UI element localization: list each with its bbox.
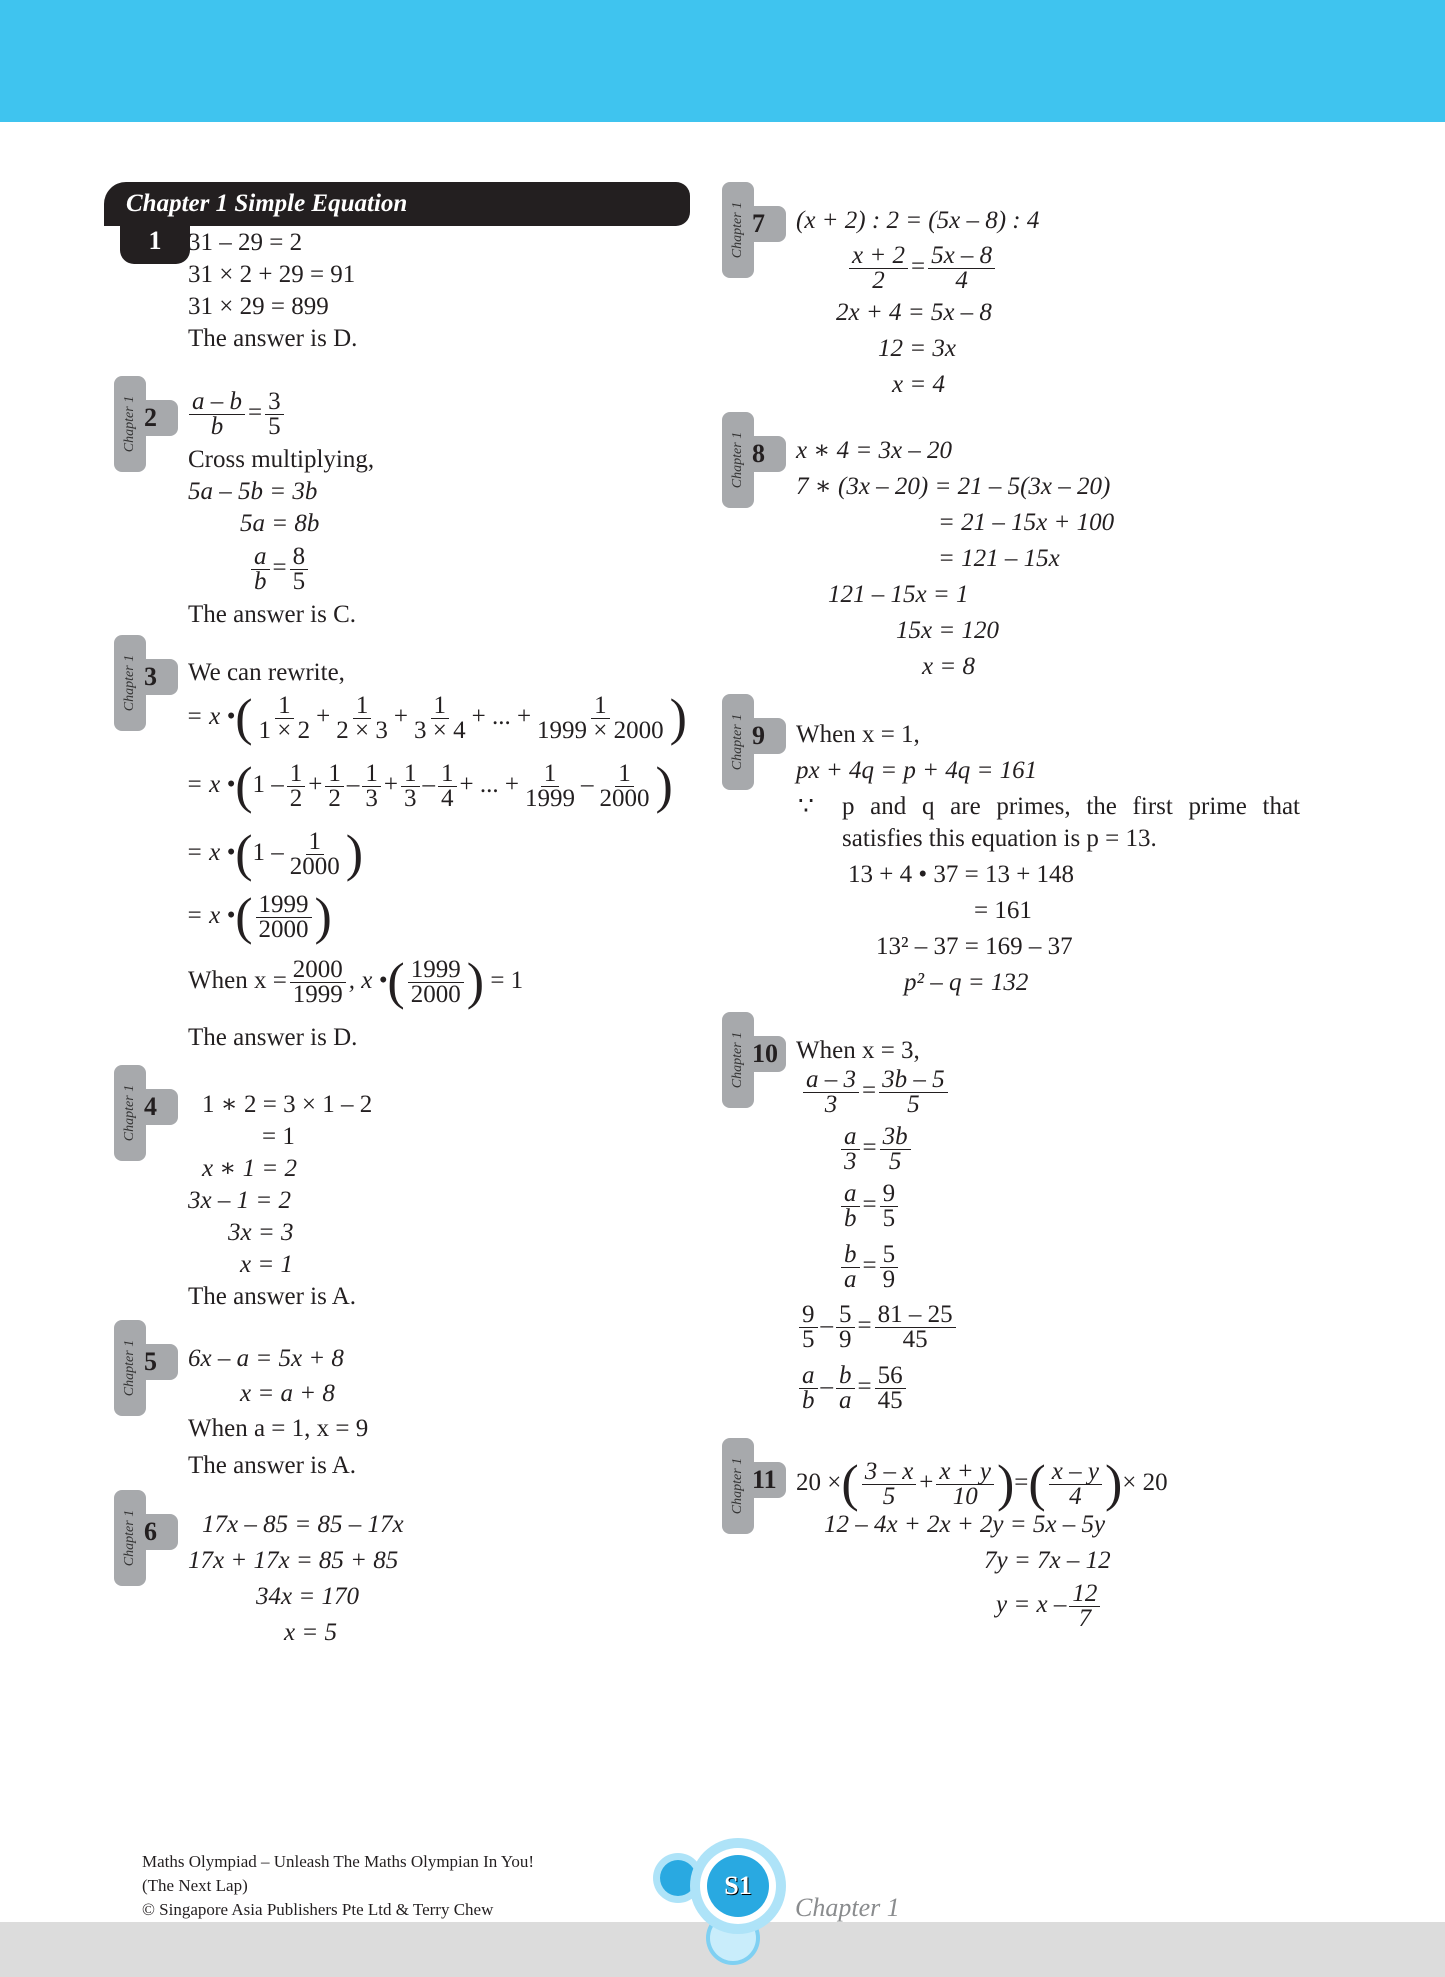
question-number-1: 1: [120, 222, 190, 264]
q4-line-6: x = 1: [240, 1251, 293, 1278]
footer-subtitle: (The Next Lap): [142, 1876, 248, 1895]
q9-line-3: p and q are primes, the first prime that: [842, 793, 1300, 820]
q7-line-1: (x + 2) : 2 = (5x – 8) : 4: [796, 207, 1040, 234]
q4-line-2: = 1: [262, 1123, 295, 1150]
question-tab-6: Chapter 1 6: [114, 1490, 176, 1586]
q1-line-3: 31 × 29 = 899: [188, 293, 329, 320]
q2-line-2: Cross multiplying,: [188, 446, 375, 473]
question-number-6: 6: [140, 1514, 178, 1550]
level-badge: S1: [707, 1855, 769, 1917]
question-number-7: 7: [748, 206, 786, 242]
q9-line-1: When x = 1,: [796, 721, 920, 748]
q11-line-4: y = x – $\frac{12}{7}$: [996, 1582, 1103, 1631]
q7-line-3: 2x + 4 = 5x – 8: [836, 299, 992, 326]
q3-answer: The answer is D.: [188, 1024, 358, 1051]
q10-line-1: When x = 3,: [796, 1037, 920, 1064]
q4-answer: The answer is A.: [188, 1283, 357, 1310]
q2-line-3: 5a – 5b = 3b: [188, 478, 318, 505]
q2-answer: The answer is C.: [188, 601, 357, 628]
q10-difference-2: $\frac{a}{b}$ – $\frac{b}{a}$ = $\frac{56}{45}$: [796, 1364, 909, 1413]
q6-line-2: 17x + 17x = 85 + 85: [188, 1547, 399, 1574]
question-number-11: 11: [748, 1462, 786, 1498]
question-number-9: 9: [748, 718, 786, 754]
q2-equation-1: $\frac{a - b}{b}$ = $\frac{3}{5}$: [186, 390, 287, 439]
footer-book-title: Maths Olympiad – Unleash The Maths Olympian In You!: [142, 1852, 535, 1871]
q11-line-3: 7y = 7x – 12: [984, 1547, 1111, 1574]
q9-line-5: 13 + 4 • 37 = 13 + 148: [848, 861, 1075, 888]
q7-line-4: 12 = 3x: [878, 335, 956, 362]
question-number-4: 4: [140, 1089, 178, 1125]
q8-line-1: x ∗ 4 = 3x – 20: [796, 437, 953, 464]
q5-line-2: x = a + 8: [240, 1380, 335, 1407]
q2-line-4: 5a = 8b: [240, 510, 320, 537]
q3-row-4: = x •( $\frac{1999}{2000}$ ): [186, 888, 332, 946]
q6-line-4: x = 5: [284, 1619, 337, 1646]
q5-answer: The answer is A.: [188, 1452, 357, 1479]
top-color-band: [0, 0, 1445, 122]
question-number-2: 2: [140, 400, 178, 436]
q9-line-6: = 161: [974, 897, 1032, 924]
q3-when-line: When x = $\frac{2000}{1999}$ , x •( $\frac{1999}{2000}$ ) = 1: [188, 953, 524, 1011]
footer-copyright: © Singapore Asia Publishers Pte Ltd & Terry Chew: [142, 1900, 494, 1919]
q9-line-7: 13² – 37 = 169 – 37: [876, 933, 1073, 960]
q6-line-3: 34x = 170: [256, 1583, 359, 1610]
q3-row-2: = x •(1 – $\frac{1}{2}$ + $\frac{1}{2}$ – $\frac{1}{3}$ + $\frac{1}{3}$ – $\frac{1}{4}$ + ... + $\frac{1}{1999}$ – $\frac{1}{2000}$ ): [186, 757, 673, 815]
q10-difference-1: $\frac{9}{5}$ – $\frac{5}{9}$ = $\frac{81 - 25}{45}$: [796, 1303, 959, 1352]
question-tab-8: Chapter 1 8: [722, 412, 784, 508]
q8-line-5: 121 – 15x = 1: [828, 581, 969, 608]
tab-chapter-label: Chapter 1: [122, 395, 137, 453]
q4-line-3: x ∗ 1 = 2: [202, 1155, 297, 1182]
question-tab-9: Chapter 1 9: [722, 694, 784, 790]
question-number-5: 5: [140, 1344, 178, 1380]
q8-line-4: = 121 – 15x: [938, 545, 1060, 572]
q8-line-6: 15x = 120: [896, 617, 999, 644]
q10-fraction-row-2: $\frac{a}{3}$ = $\frac{3b}{5}$: [838, 1125, 914, 1174]
q6-line-1: 17x – 85 = 85 – 17x: [202, 1511, 404, 1538]
q10-fraction-row-4: $\frac{b}{a}$ = $\frac{5}{9}$: [838, 1243, 901, 1292]
question-number-8: 8: [748, 436, 786, 472]
q1-line-1: 31 – 29 = 2: [188, 229, 303, 256]
question-tab-4: Chapter 1 4: [114, 1065, 176, 1161]
q11-line-2: 12 – 4x + 2x + 2y = 5x – 5y: [824, 1511, 1106, 1538]
question-tab-3: Chapter 1 3: [114, 635, 176, 731]
q9-line-8: p² – q = 132: [904, 969, 1029, 996]
q11-line-1: 20 ×( $\frac{3 - x}{5}$ + $\frac{x + y}{10}$ )=( $\frac{x - y}{4}$ )× 20: [796, 1455, 1168, 1513]
q2-equation-5: $\frac{a}{b}$ = $\frac{8}{5}$: [248, 545, 311, 594]
question-tab-7: Chapter 1 7: [722, 182, 784, 278]
q1-line-2: 31 × 2 + 29 = 91: [188, 261, 356, 288]
q7-line-5: x = 4: [892, 371, 945, 398]
q4-line-4: 3x – 1 = 2: [188, 1187, 291, 1214]
q10-fraction-row-1: $\frac{a - 3}{3}$ = $\frac{3b - 5}{5}$: [800, 1068, 951, 1117]
q9-line-4: satisfies this equation is p = 13.: [842, 825, 1157, 852]
q5-line-3: When a = 1, x = 9: [188, 1415, 369, 1442]
chapter-title: Chapter 1 Simple Equation: [104, 182, 690, 226]
q3-line-1: We can rewrite,: [188, 659, 345, 686]
q7-fraction-line: $\frac{x + 2}{2}$ = $\frac{5x - 8}{4}$: [846, 244, 998, 293]
question-tab-10: Chapter 1 10: [722, 1012, 784, 1108]
q4-line-5: 3x = 3: [228, 1219, 294, 1246]
question-tab-11: Chapter 1 11: [722, 1438, 784, 1534]
q3-row-1: = x •( $\frac{1}{1 \times 2}$ + $\frac{1}{2 \times 3}$ + $\frac{1}{3 \times 4}$ + ... + $\frac{1}{1999 \times 2000}$ ): [186, 689, 687, 747]
q3-row-3: = x •(1 – $\frac{1}{2000}$ ): [186, 825, 364, 883]
because-symbol: ∵: [798, 793, 814, 820]
q8-line-7: x = 8: [922, 653, 975, 680]
q8-line-3: = 21 – 15x + 100: [938, 509, 1115, 536]
q8-line-2: 7 ∗ (3x – 20) = 21 – 5(3x – 20): [796, 473, 1111, 500]
question-tab-5: Chapter 1 5: [114, 1320, 176, 1416]
footer-chapter-label: Chapter 1: [795, 1893, 900, 1922]
q1-answer: The answer is D.: [188, 325, 358, 352]
q9-line-2: px + 4q = p + 4q = 161: [796, 757, 1038, 784]
q4-line-1: 1 ∗ 2 = 3 × 1 – 2: [202, 1091, 373, 1118]
q10-fraction-row-3: $\frac{a}{b}$ = $\frac{9}{5}$: [838, 1182, 901, 1231]
question-number-3: 3: [140, 659, 178, 695]
question-number-10: 10: [748, 1036, 786, 1072]
question-tab-2: [114, 376, 176, 472]
q5-line-1: 6x – a = 5x + 8: [188, 1345, 344, 1372]
